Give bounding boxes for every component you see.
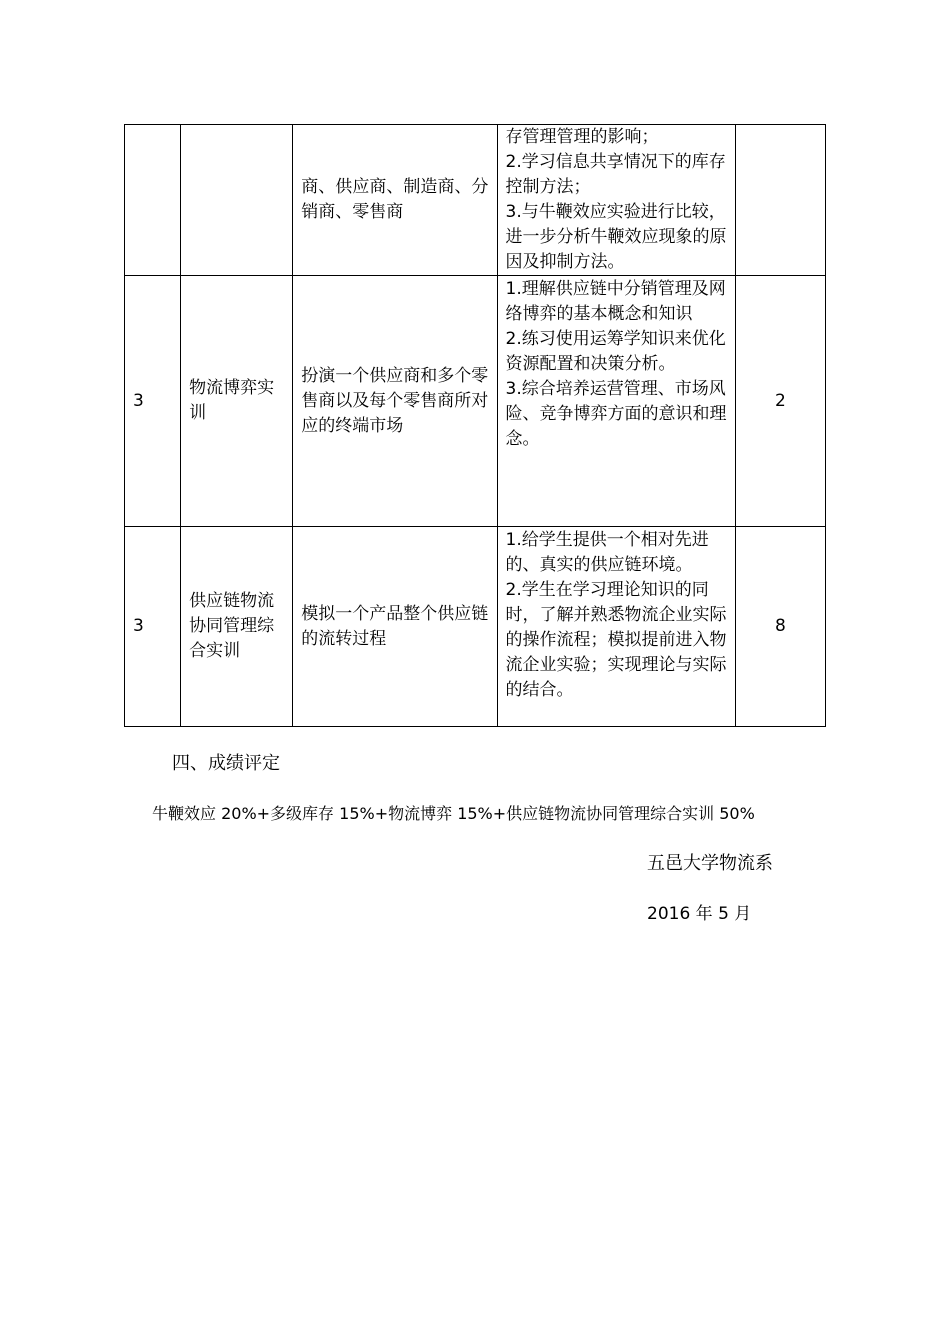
goal-item: 2.练习使用运筹学知识来优化资源配置和决策分析。 [505,329,726,374]
experiment-content-cell: 模拟一个产品整个供应链的流转过程 [293,527,497,727]
experiment-name-cell [181,125,293,276]
row-number-cell [125,125,181,276]
hours-cell [735,125,825,276]
hours-cell: 2 [735,276,825,527]
goal-item: 3.综合培养运营管理、市场风险、竞争博弈方面的意识和理念。 [505,379,727,449]
goal-item: 2.学习信息共享情况下的库存控制方法； [505,152,726,197]
experiment-goal-cell [497,125,735,276]
experiment-content-cell: 扮演一个供应商和多个零售商以及每个零售商所对应的终端市场 [293,276,497,527]
goal-item: 2.学生在学习理论知识的同时，了解并熟悉物流企业实际的操作流程；模拟提前进入物流企业实验；实现理论与实际的结合。 [505,580,727,700]
signature-date: 2016 年 5 月 [647,904,752,924]
goal-item: 1.理解供应链中分销管理及网络博弈的基本概念和知识 [505,279,726,324]
goal-item: 3.与牛鞭效应实验进行比较，进一步分析牛鞭效应现象的原因及抑制方法。 [505,202,727,272]
table-row [125,276,826,527]
row-number-cell: 3 [125,276,181,527]
row-number-cell: 3 [125,527,181,727]
signature-department: 五邑大学物流系 [647,853,773,874]
experiment-table [124,124,826,727]
experiment-name-cell: 物流博弈实训 [181,276,293,527]
experiment-goal-cell [497,276,735,527]
goal-item: 1.给学生提供一个相对先进的、真实的供应链环境。 [505,530,709,575]
table-row [125,527,826,727]
section-heading: 四、成绩评定 [172,753,280,774]
experiment-goal-cell [497,527,735,727]
hours-cell: 8 [735,527,825,727]
goal-item: 存管理管理的影响； [505,127,659,147]
experiment-name-cell: 供应链物流协同管理综合实训 [181,527,293,727]
experiment-content-cell: 商、供应商、制造商、分销商、零售商 [293,125,497,276]
table-row [125,125,826,276]
grade-formula: 牛鞭效应 20%+多级库存 15%+物流博弈 15%+供应链物流协同管理综合实训 50% [152,804,755,823]
